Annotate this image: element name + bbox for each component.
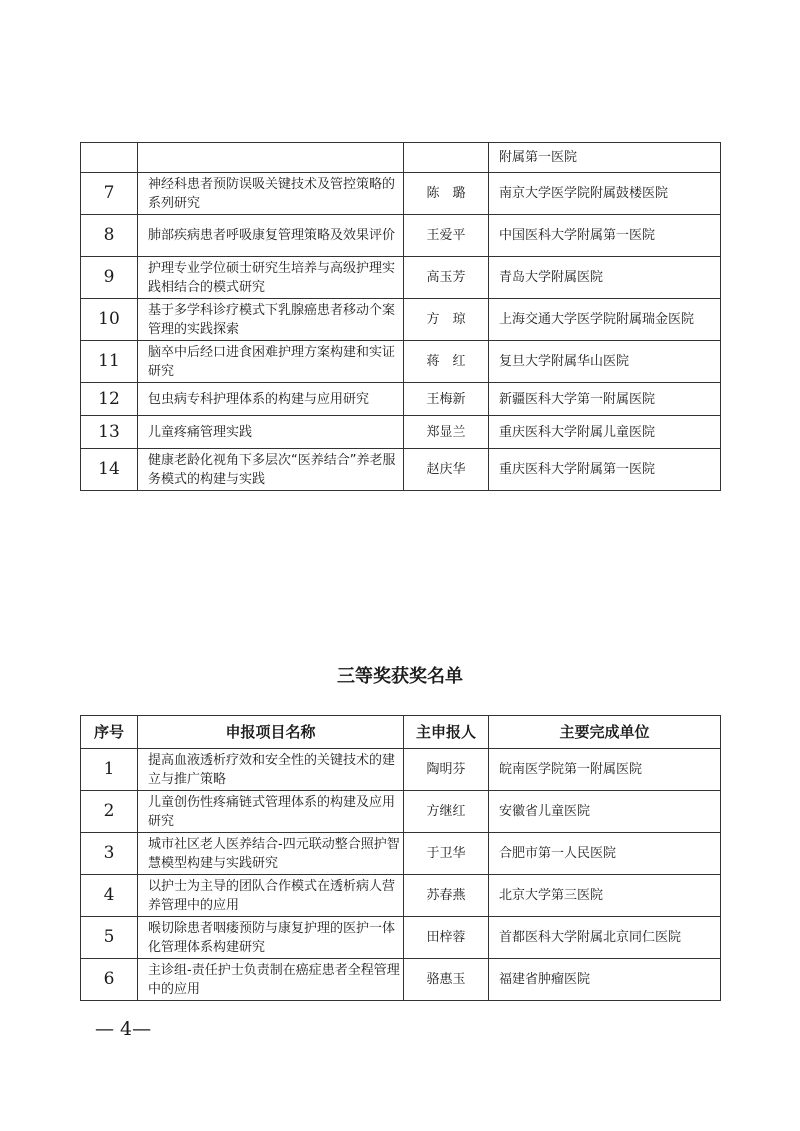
table-row — [81, 299, 721, 341]
project-name — [138, 143, 404, 173]
row-number: 1 — [81, 749, 138, 791]
applicant-name: 郑显兰 — [404, 416, 489, 449]
row-number: 6 — [81, 959, 138, 1001]
completion-unit: 复旦大学附属华山医院 — [489, 341, 721, 383]
row-number: 11 — [81, 341, 138, 383]
project-name: 提高血液透析疗效和安全性的关键技术的建立与推广策略 — [138, 749, 404, 791]
applicant-name: 田梓蓉 — [404, 917, 489, 959]
completion-unit: 青岛大学附属医院 — [489, 257, 721, 299]
row-number: 14 — [81, 449, 138, 491]
project-name: 基于多学科诊疗模式下乳腺癌患者移动个案管理的实践探索 — [138, 299, 404, 341]
project-name: 城市社区老人医养结合-四元联动整合照护智慧模型构建与实践研究 — [138, 833, 404, 875]
row-number: 10 — [81, 299, 138, 341]
table-row — [81, 143, 721, 173]
project-name: 喉切除患者咽瘘预防与康复护理的医护一体化管理体系构建研究 — [138, 917, 404, 959]
completion-unit: 皖南医学院第一附属医院 — [489, 749, 721, 791]
row-number: 2 — [81, 791, 138, 833]
completion-unit: 安徽省儿童医院 — [489, 791, 721, 833]
completion-unit: 新疆医科大学第一附属医院 — [489, 383, 721, 416]
header-project: 申报项目名称 — [138, 716, 404, 749]
section-title: 三等奖获奖名单 — [337, 666, 463, 687]
row-number: 5 — [81, 917, 138, 959]
project-name: 脑卒中后经口进食困难护理方案构建和实证研究 — [138, 341, 404, 383]
completion-unit: 重庆医科大学附属儿童医院 — [489, 416, 721, 449]
table-row — [81, 917, 721, 959]
project-name: 包虫病专科护理体系的构建与应用研究 — [138, 383, 404, 416]
completion-unit: 合肥市第一人民医院 — [489, 833, 721, 875]
table-row — [81, 875, 721, 917]
row-number: 13 — [81, 416, 138, 449]
table-row — [81, 749, 721, 791]
table-row — [81, 383, 721, 416]
applicant-name: 高玉芳 — [404, 257, 489, 299]
completion-unit: 首都医科大学附属北京同仁医院 — [489, 917, 721, 959]
header-unit: 主要完成单位 — [489, 716, 721, 749]
applicant-name: 于卫华 — [404, 833, 489, 875]
applicant-name: 陶明芬 — [404, 749, 489, 791]
applicant-name: 王爱平 — [404, 215, 489, 257]
project-name: 儿童创伤性疼痛链式管理体系的构建及应用研究 — [138, 791, 404, 833]
table-row — [81, 791, 721, 833]
row-number: 12 — [81, 383, 138, 416]
applicant-name: 苏春燕 — [404, 875, 489, 917]
completion-unit: 福建省肿瘤医院 — [489, 959, 721, 1001]
completion-unit: 附属第一医院 — [489, 143, 721, 173]
row-number: 9 — [81, 257, 138, 299]
project-name: 主诊组-责任护士负责制在癌症患者全程管理中的应用 — [138, 959, 404, 1001]
project-name: 儿童疼痛管理实践 — [138, 416, 404, 449]
completion-unit: 上海交通大学医学院附属瑞金医院 — [489, 299, 721, 341]
table-row — [81, 341, 721, 383]
project-name: 肺部疾病患者呼吸康复管理策略及效果评价 — [138, 215, 404, 257]
completion-unit: 北京大学第三医院 — [489, 875, 721, 917]
table-row — [81, 215, 721, 257]
header-applicant: 主申报人 — [404, 716, 489, 749]
award-table-continued — [80, 142, 721, 491]
table-header-row — [81, 716, 721, 749]
header-no: 序号 — [81, 716, 138, 749]
completion-unit: 重庆医科大学附属第一医院 — [489, 449, 721, 491]
project-name: 神经科患者预防误吸关键技术及管控策略的系列研究 — [138, 173, 404, 215]
row-number: 3 — [81, 833, 138, 875]
completion-unit: 中国医科大学附属第一医院 — [489, 215, 721, 257]
row-number: 7 — [81, 173, 138, 215]
applicant-name: 骆惠玉 — [404, 959, 489, 1001]
applicant-name: 王梅新 — [404, 383, 489, 416]
applicant-name: 赵庆华 — [404, 449, 489, 491]
applicant-name: 蒋 红 — [404, 341, 489, 383]
project-name: 护理专业学位硕士研究生培养与高级护理实践相结合的模式研究 — [138, 257, 404, 299]
page-number: — 4— — [95, 1018, 152, 1040]
applicant-name: 方 琼 — [404, 299, 489, 341]
applicant-name — [404, 143, 489, 173]
row-number — [81, 143, 138, 173]
row-number: 8 — [81, 215, 138, 257]
applicant-name: 方继红 — [404, 791, 489, 833]
row-number: 4 — [81, 875, 138, 917]
applicant-name: 陈 璐 — [404, 173, 489, 215]
table-row — [81, 257, 721, 299]
table-row — [81, 833, 721, 875]
completion-unit: 南京大学医学院附属鼓楼医院 — [489, 173, 721, 215]
project-name: 健康老龄化视角下多层次“医养结合”养老服务模式的构建与实践 — [138, 449, 404, 491]
table-row — [81, 449, 721, 491]
table-row — [81, 416, 721, 449]
third-prize-table — [80, 715, 721, 1001]
table-row — [81, 173, 721, 215]
project-name: 以护士为主导的团队合作模式在透析病人营养管理中的应用 — [138, 875, 404, 917]
table-row — [81, 959, 721, 1001]
